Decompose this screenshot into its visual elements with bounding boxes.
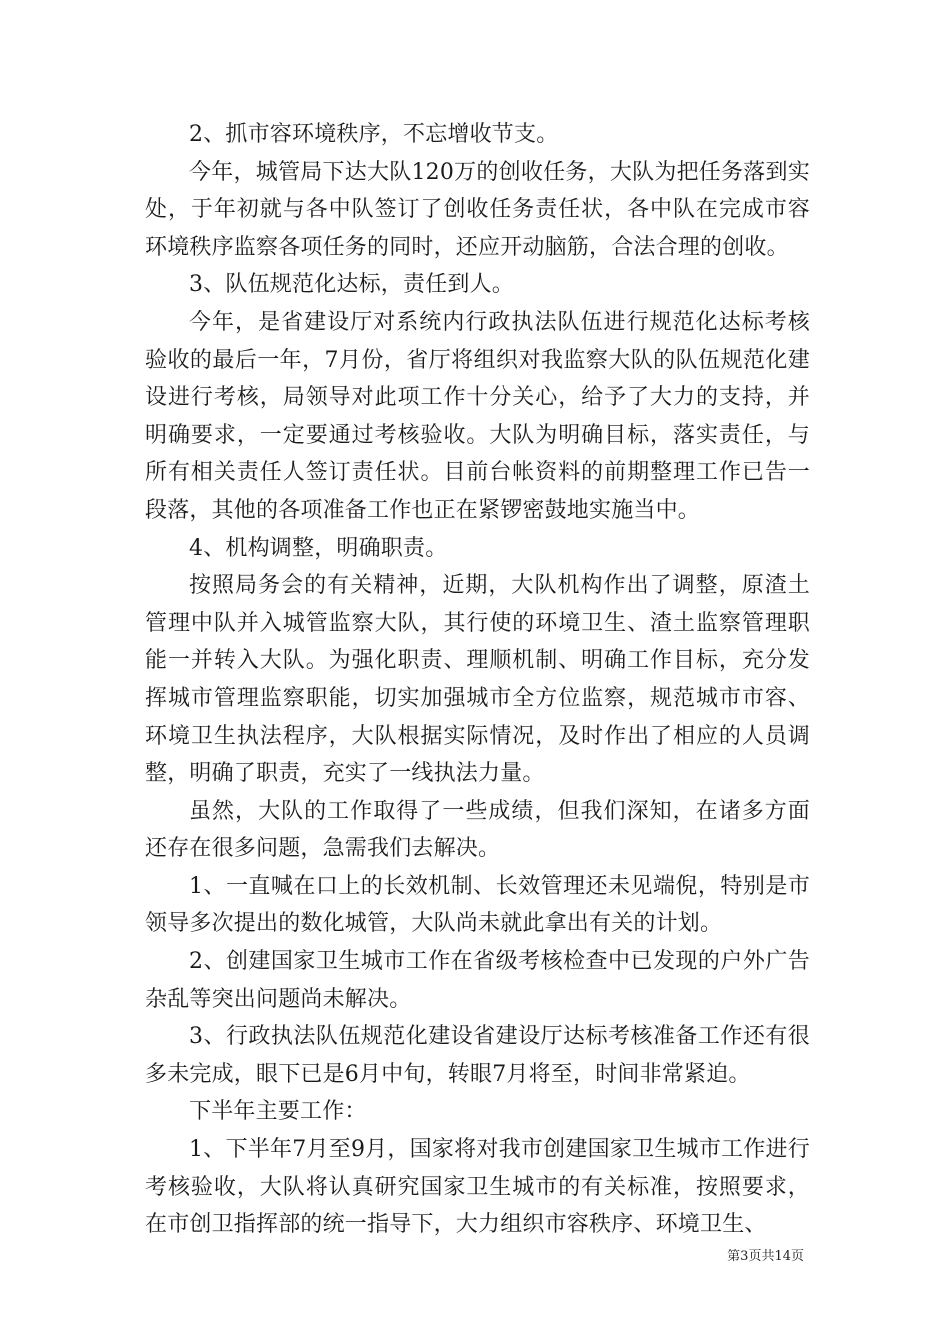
paragraph: 3、队伍规范化达标，责任到人。 bbox=[189, 272, 514, 298]
paragraph: 2、创建国家卫生城市工作在省级考核检查中已发现的户外广告杂乱等突出问题尚未解决。 bbox=[145, 949, 810, 1012]
paragraph: 今年，城管局下达大队120万的创收任务，大队为把任务落到实处，于年初就与各中队签订了创收任务责任状，各中队在完成市容环境秩序监察各项任务的同时，还应开动脑筋，合法合理的创收。 bbox=[145, 159, 810, 260]
paragraph: 下半年主要工作： bbox=[189, 1099, 367, 1125]
paragraph: 1、一直喊在口上的长效机制、长效管理还未见端倪，特别是市领导多次提出的数化城管，大队尚未就此拿出有关的计划。 bbox=[145, 873, 810, 937]
paragraph: 按照局务会的有关精神，近期，大队机构作出了调整，原渣土管理中队并入城管监察大队，其行使的环境卫生、渣土监察管理职能一并转入大队。为强化职责、理顺机制、明确工作目标，充分发挥城市管理监察职能，切实加强城市全方位监察，规范城市市容、环境卫生执法程序，大队根据实际情况，及时作出了相应的人员调整，明确了职责，充实了一线执法力量。 bbox=[145, 573, 810, 787]
paragraph: 2、抓市容环境秩序，不忘增收节支。 bbox=[189, 122, 559, 147]
paragraph: 今年，是省建设厅对系统内行政执法队伍进行规范化达标考核验收的最后一年，7月份，省厅将组织对我监察大队的队伍规范化建设进行考核，局领导对此项工作十分关心，给予了大力的支持，并明确要求，一定要通过考核验收。大队为明确目标，落实责任，与所有相关责任人签订责任状。目前台帐资料的前期整理工作已告一段落，其他的各项准备工作也正在紧锣密鼓地实施当中。 bbox=[145, 309, 810, 523]
paragraph: 虽然，大队的工作取得了一些成绩，但我们深知，在诸多方面还存在很多问题，急需我们去解决。 bbox=[145, 798, 810, 862]
page-number-footer: 第3页共14页 bbox=[727, 1249, 804, 1264]
document-body bbox=[145, 116, 810, 1244]
paragraph: 1、下半年7月至9月，国家将对我市创建国家卫生城市工作进行考核验收，大队将认真研究国家卫生城市的有关标准，按照要求，在市创卫指挥部的统一指导下，大力组织市容秩序、环境卫生、 bbox=[145, 1137, 810, 1238]
paragraph: 3、行政执法队伍规范化建设省建设厅达标考核准备工作还有很多未完成，眼下已是6月中旬，转眼7月将至，时间非常紧迫。 bbox=[145, 1024, 810, 1087]
paragraph: 4、机构调整，明确职责。 bbox=[189, 535, 448, 561]
